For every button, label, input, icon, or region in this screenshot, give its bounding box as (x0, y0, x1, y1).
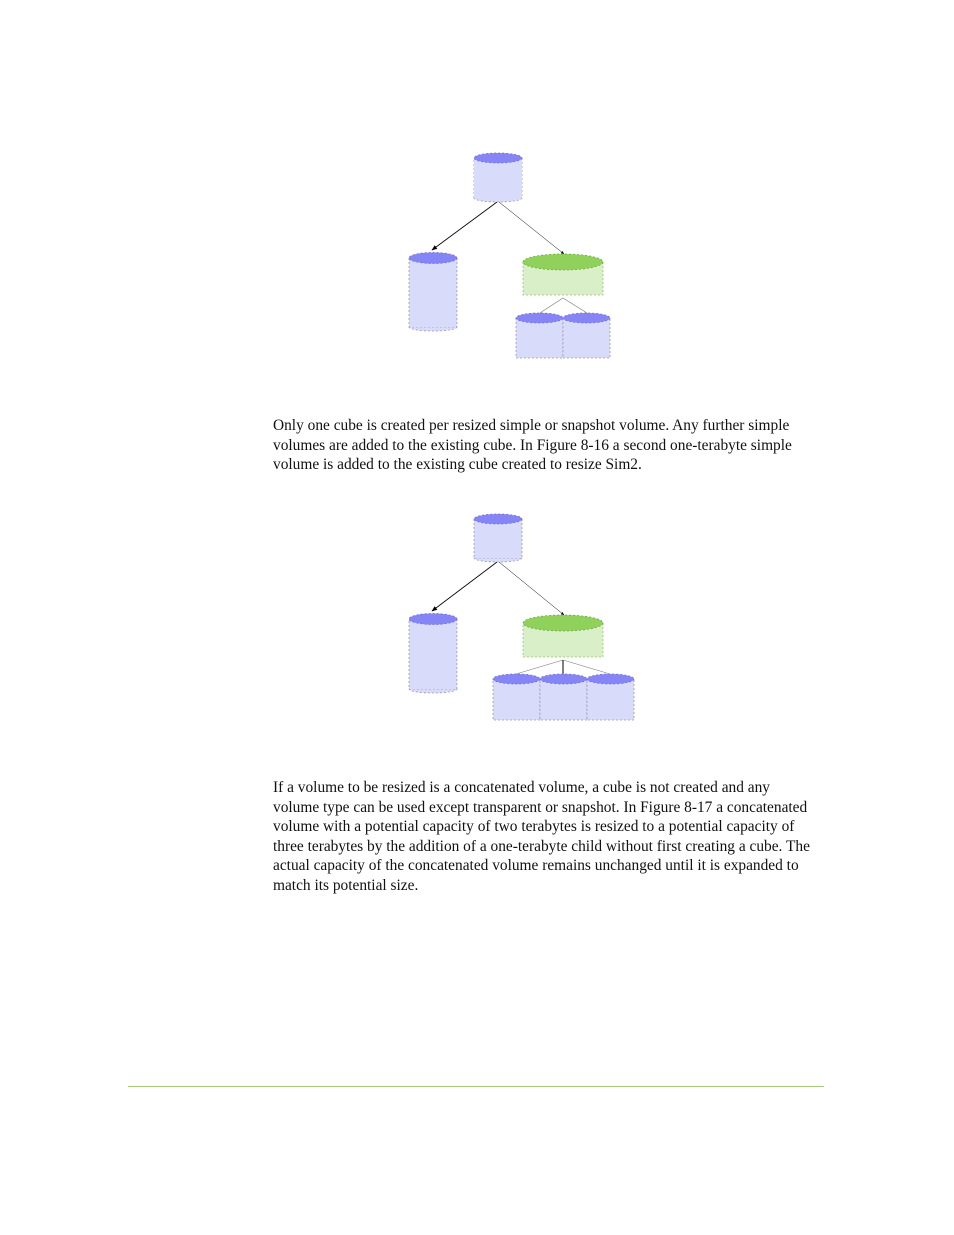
child-volume-icon (493, 674, 540, 720)
child-volume-icon (540, 674, 587, 720)
edge-cube-to-child-left (516, 660, 563, 674)
paragraph-cube-per-volume: Only one cube is created per resized simple or snapshot volume. Any further simple volumes are added to the existing cube. In Figure 8-16 a second one-terabyte simple volume is added to the existing cube created to resize Sim2. (273, 417, 792, 474)
footer-divider (128, 1086, 824, 1087)
child-volume-icon (587, 674, 634, 720)
simple-volume-icon (409, 614, 457, 694)
cube-icon (523, 615, 603, 657)
child-volume-icon (516, 313, 563, 358)
figure-resize-simple-volume (0, 140, 954, 370)
paragraph-concatenated-volume: If a volume to be resized is a concatenated volume, a cube is not created and any volume type can be used except transparent or snapshot. In Figure 8-17 a concatenated volume with a potential capacity of two terabytes is resized to a potential capacity of three terabytes by the addition of a one-terabyte child without first creating a cube. The actual capacity of the concatenated volume remains unchanged until it is expanded to match its potential size. (273, 779, 810, 894)
figure-add-second-simple-volume (0, 502, 954, 732)
edge-cube-to-child-right (563, 298, 587, 313)
edge-root-to-cube (499, 562, 564, 615)
cube-icon (523, 254, 603, 295)
edge-root-to-left (432, 202, 497, 250)
root-volume-icon (474, 514, 522, 562)
edge-cube-to-child-right (563, 660, 610, 674)
child-volume-icon (563, 313, 610, 358)
edge-root-to-cube (499, 202, 564, 254)
simple-volume-icon (409, 253, 457, 332)
edge-cube-to-child-left (540, 298, 563, 313)
edge-root-to-left (432, 562, 497, 611)
root-volume-icon (474, 153, 522, 202)
